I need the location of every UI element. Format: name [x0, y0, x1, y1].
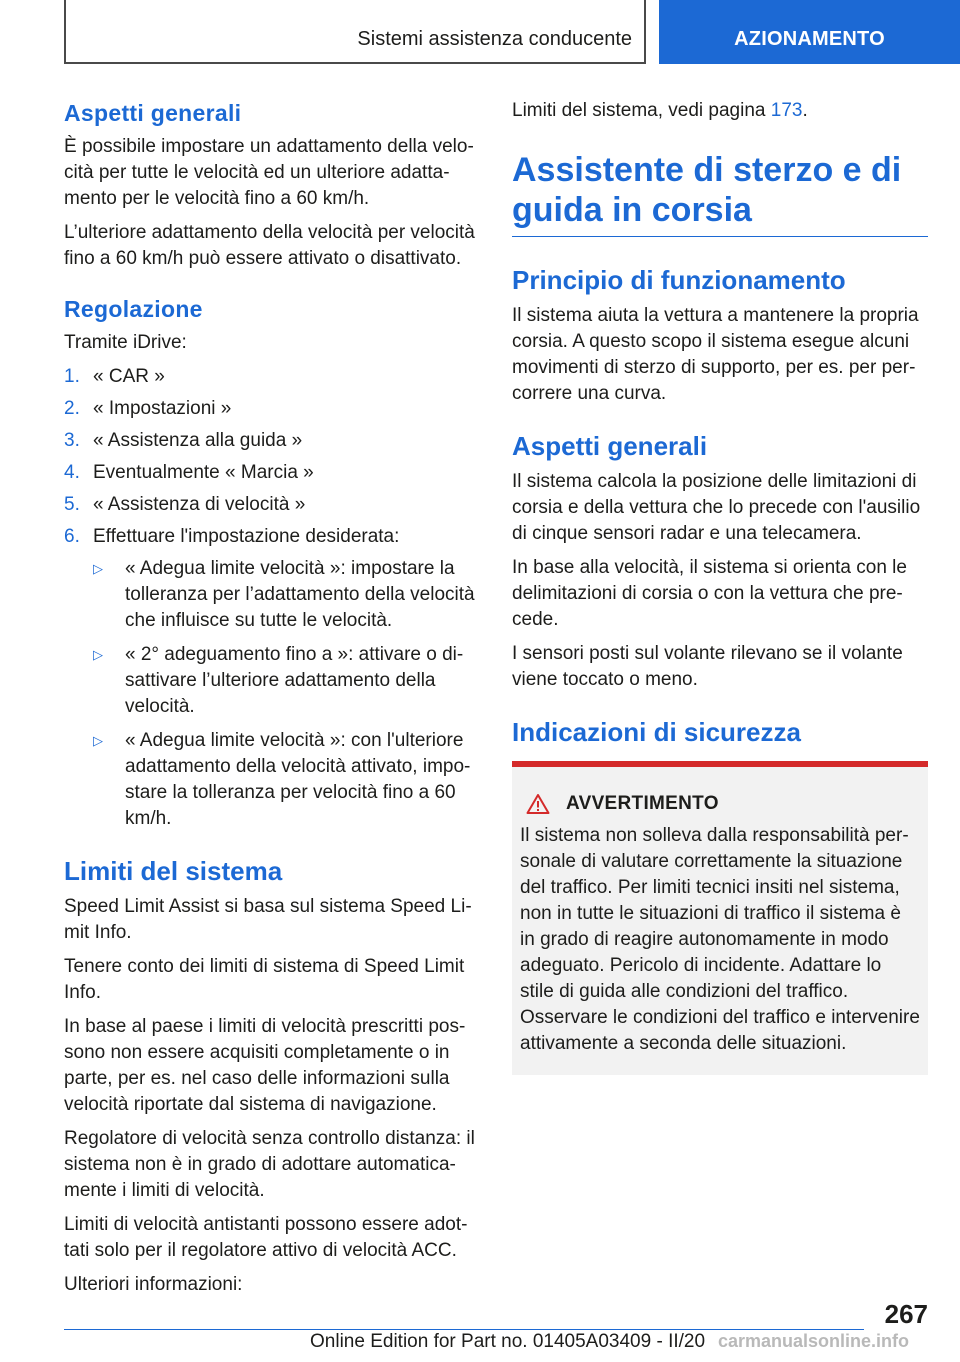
steps-list — [64, 364, 476, 832]
heading-aspetti-generali: Aspetti generali — [64, 100, 242, 126]
sub-step-text: « Adegua limite velocità »: con l'ulteriore adattamento della velocità attivato, impostare la tolleranza per velocità fino a 60 km/h. — [125, 730, 471, 829]
step-text: « CAR » — [93, 366, 165, 387]
step-text: « Impostazioni » — [93, 398, 232, 419]
chapter-heading-block — [512, 150, 928, 237]
heading-indicazioni-sicurezza: Indicazioni di sicurezza — [512, 717, 801, 747]
warning-title: AVVERTIMENTO — [566, 793, 719, 814]
header-section-box — [64, 0, 646, 64]
step-number: 2. — [64, 398, 80, 419]
paragraph: Tenere conto dei limiti di sistema di Speed Limit Info. — [64, 956, 465, 1003]
triangle-bullet-icon: ▷ — [93, 733, 103, 748]
list-item — [64, 556, 476, 634]
heading-principio: Principio di funzionamento — [512, 265, 846, 295]
chapter-tab-label: AZIONAMENTO — [734, 28, 885, 50]
right-column — [512, 98, 928, 1075]
sub-steps-list — [64, 556, 476, 832]
paragraph: Limiti di velocità antistanti possono essere adottati solo per il regolatore attivo di velocità ACC. — [64, 1214, 468, 1261]
list-item — [64, 728, 476, 832]
page-reference — [512, 98, 928, 124]
watermark: carmanualsonline.info — [718, 1331, 910, 1351]
paragraph: È possibile impostare un adattamento della velocità per tutte le velocità ed un ulteriore adattamento per le velocità fino a 60 km/h. — [64, 136, 474, 209]
page-number: 267 — [884, 1299, 928, 1329]
step-number: 1. — [64, 366, 80, 387]
step-text: « Assistenza alla guida » — [93, 430, 303, 451]
paragraph: In base alla velocità, il sistema si orienta con le delimitazioni di corsia o con la vettura che precede. — [512, 557, 907, 630]
step-number: 3. — [64, 430, 80, 451]
step-text: « Assistenza di velocità » — [93, 494, 306, 515]
step-number: 4. — [64, 462, 80, 483]
warning-header — [520, 793, 920, 815]
page-reference-suffix: . — [802, 100, 808, 121]
chapter-tab[interactable] — [659, 0, 960, 64]
step-text: Eventualmente « Marcia » — [93, 462, 314, 483]
sub-step-text: « 2° adeguamento fino a »: attivare o disattivare l’ulteriore adattamento della velocità. — [125, 644, 464, 717]
step-number: 5. — [64, 494, 80, 515]
paragraph: Il sistema calcola la posizione delle limitazioni di corsia e della vettura che lo precede con l'ausilio di cinque sensori radar e una telecamera. — [512, 471, 921, 544]
triangle-bullet-icon: ▷ — [93, 561, 103, 576]
edition-note: Online Edition for Part no. 01405A03409 - II/20 — [310, 1331, 706, 1352]
paragraph: In base al paese i limiti di velocità prescritti possono non essere acquisiti completamente o in parte, per es. nel caso delle informazioni sulla velocità riportate dal sistema di navigazione. — [64, 1016, 466, 1115]
list-item — [64, 492, 476, 518]
warning-box — [512, 761, 928, 1075]
paragraph: Ulteriori informazioni: — [64, 1274, 243, 1295]
warning-text: Il sistema non solleva dalla responsabilità personale di valutare correttamente la situazione del traffico. Per limiti tecnici insiti nel sistema, non in tutte le situazioni di traffico il sistema è in grado di reagire autonomamente in modo adeguato. Pericolo di incidente. Adattare lo stile di guida alle condizioni del traffico. Osservare le condizioni del traffico e intervenire attivamente a seconda delle situazioni. — [520, 825, 920, 1054]
triangle-bullet-icon: ▷ — [93, 647, 103, 662]
page-reference-text: Limiti del sistema, vedi pagina — [512, 100, 771, 121]
step-number: 6. — [64, 526, 80, 547]
footer-divider — [64, 1329, 864, 1330]
heading-aspetti-generali: Aspetti generali — [512, 431, 708, 461]
left-column — [64, 98, 476, 1306]
list-item — [64, 364, 476, 390]
paragraph: L’ulteriore adattamento della velocità per velocità fino a 60 km/h può essere attivato o disattivato. — [64, 222, 475, 269]
section-title: Sistemi assistenza conducente — [357, 28, 632, 50]
list-item — [64, 642, 476, 720]
paragraph: I sensori posti sul volante rilevano se il volante viene toccato o meno. — [512, 643, 903, 690]
paragraph: Speed Limit Assist si basa sul sistema Speed Limit Info. — [64, 896, 472, 943]
warning-triangle-icon — [526, 793, 550, 815]
page-link[interactable]: 173 — [770, 100, 803, 121]
paragraph: Tramite iDrive: — [64, 332, 187, 353]
step-text: Effettuare l'impostazione desiderata: — [93, 526, 400, 547]
list-item — [64, 524, 476, 832]
paragraph: Regolatore di velocità senza controllo distanza: il sistema non è in grado di adottare automaticamente i limiti di velocità. — [64, 1128, 475, 1201]
heading-assistente-sterzo: Assistente di sterzo e di guida in corsia — [512, 151, 902, 229]
sub-step-text: « Adegua limite velocità »: impostare la tolleranza per l’adattamento della velocità che influisce su tutte le velocità. — [125, 558, 475, 631]
list-item — [64, 428, 476, 454]
heading-limiti-del-sistema: Limiti del sistema — [64, 856, 283, 886]
paragraph: Il sistema aiuta la vettura a mantenere la propria corsia. A questo scopo il sistema esegue alcuni movimenti di sterzo di supporto, per es. per percorrere una curva. — [512, 305, 919, 404]
heading-regolazione: Regolazione — [64, 296, 203, 322]
list-item — [64, 460, 476, 486]
list-item — [64, 396, 476, 422]
